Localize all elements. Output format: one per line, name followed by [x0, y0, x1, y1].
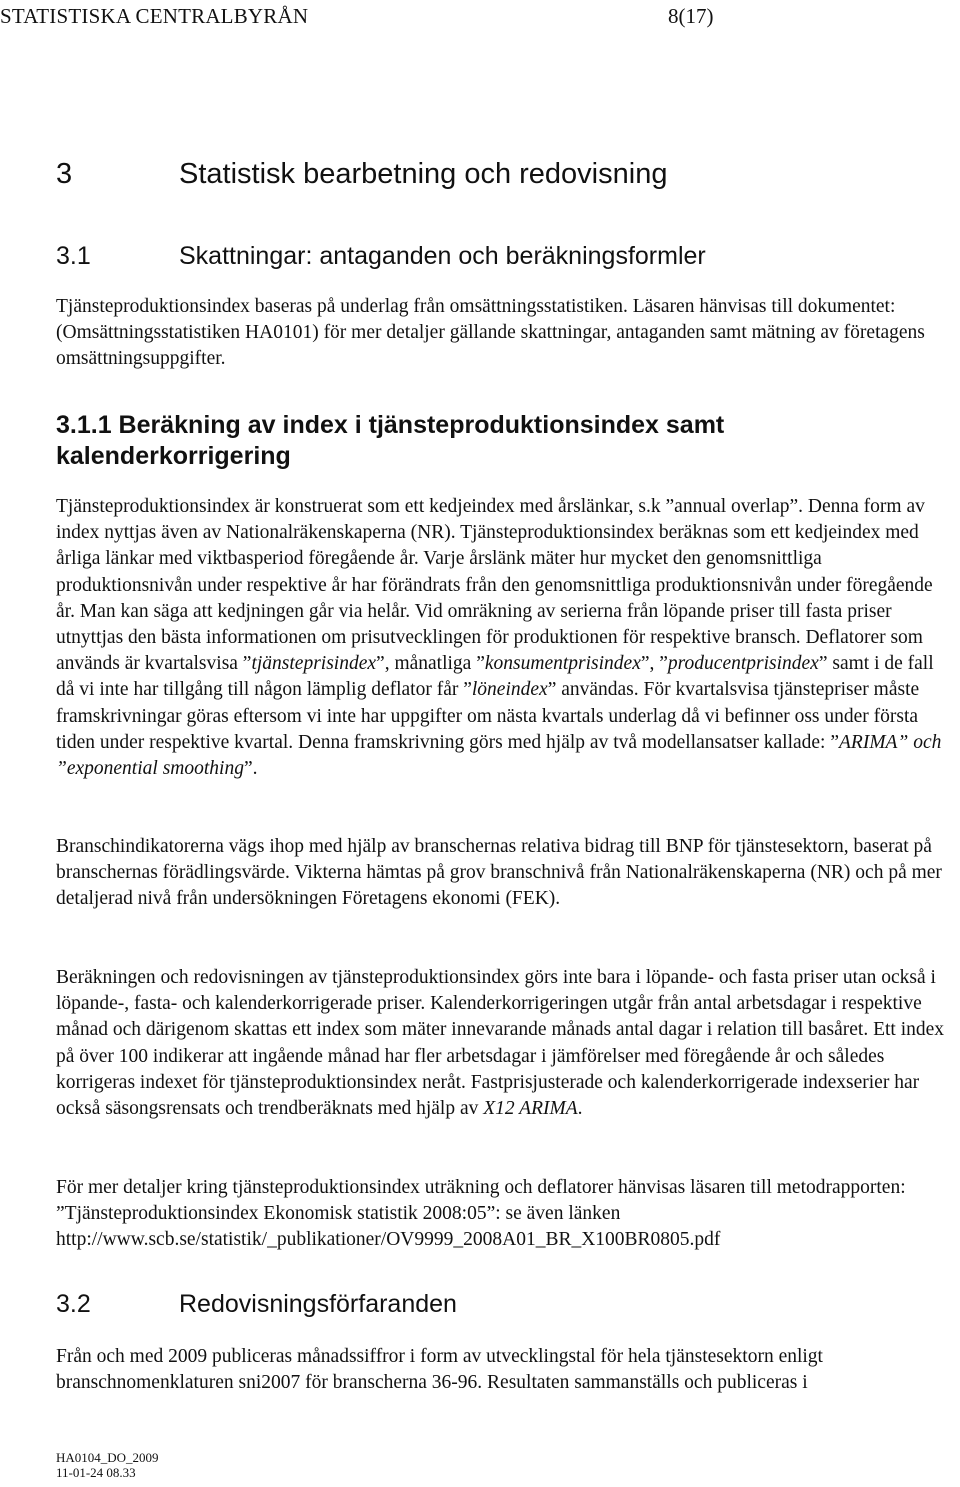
p3-text-b: . — [577, 1098, 583, 1120]
footer-timestamp: 11-01-24 08.33 — [56, 1465, 136, 1480]
footer — [56, 1450, 159, 1480]
section-3-1-number: 3.1 — [56, 242, 91, 270]
p1-text-e: ” användas. För kvartalsvisa tjänstepriser måste framskrivningar göras eftersom vi inte har uppgifter om nästa kvartals underlag då vi befinner oss under första tiden under respektive kvartal. Denna framskrivning görs med hjälp av två modellansatser kallade: ” — [56, 679, 920, 753]
p3-italic-x12-arima: X12 ARIMA — [483, 1098, 578, 1120]
p1-italic-models: ARIMA” och ”exponential smoothing — [56, 731, 942, 780]
p1-italic-tjansteprisindex: tjänsteprisindex — [251, 653, 377, 675]
p1-text-c: ”, ” — [640, 653, 668, 675]
section-3-2-heading — [0, 1290, 960, 1324]
p1-text-b: ”, månatliga ” — [376, 653, 485, 675]
footer-doc-id: HA0104_DO_2009 — [56, 1450, 159, 1465]
section-3-2-paragraph — [56, 1344, 956, 1396]
p1-text-f: ”. — [243, 758, 258, 780]
section-3-1-1-paragraph-4 — [56, 1175, 956, 1254]
section-3-number: 3 — [56, 158, 73, 190]
section-3-1-paragraph — [56, 294, 956, 373]
p3-text-a: Beräkningen och redovisningen av tjänsteproduktionsindex görs inte bara i löpande- och fasta priser utan också i löpande-, fasta- och kalenderkorrigerade priser. Kalenderkorrigeringen utgår från antal arbetsdagar i respektive månad och därigenom skattas ett index som mäter innevarande månads antal dagar i relation till basåret. Ett index på över 100 indikerar att ingående månad har fler arbetsdagar i jämförelser med föregående år och således korrigeras indexet för tjänsteproduktionsindex neråt. Fastprisjusterade och kalenderkorrigerade indexserier har också säsongsrensats och trendberäknats med hjälp av — [56, 967, 945, 1120]
p1-text-d: ” samt i de fall då vi inte har tillgång till någon lämplig deflator får ” — [56, 653, 934, 701]
p1-italic-konsumentprisindex: konsumentprisindex — [484, 653, 641, 675]
section-3-1-1-paragraph-1 — [56, 494, 956, 782]
page-number: 8(17) — [668, 4, 714, 28]
section-3-1-heading — [0, 242, 960, 276]
section-3-1-1-paragraph-3 — [56, 965, 956, 1122]
p4-text: För mer detaljer kring tjänsteproduktionsindex uträkning och deflatorer hänvisas läsaren till metodrapporten: ”Tjänsteproduktionsindex Ekonomisk statistik 2008:05”: se även länken http://www.scb.se/statistik/_publikationer/OV9999_2008A01_BR_X100BR0805.pdf — [56, 1177, 906, 1251]
section-3-1-title: Skattningar: antaganden och beräkningsformler — [179, 242, 706, 270]
section-3-2-body: Från och med 2009 publiceras månadssiffror i form av utvecklingstal för hela tjänstesektorn enligt branschnomenklaturen sni2007 för branscherna 36-96. Resultaten sammanställs och publiceras i — [56, 1346, 823, 1394]
section-3-1-1-heading: 3.1.1 Beräkning av index i tjänsteproduktionsindex samt kalenderkorrigering — [56, 411, 725, 470]
section-3-heading — [0, 158, 960, 198]
section-3-2-title: Redovisningsförfaranden — [179, 1290, 457, 1318]
p2-text: Branschindikatorerna vägs ihop med hjälp av branschernas relativa bidrag till BNP för tjänstesektorn, baserat på branschernas förädlingsvärde. Vikterna hämtas på grov branschnivå från Nationalräkenskaperna (NR) och på mer detaljerad nivå från undersökningen Företagens ekonomi (FEK). — [56, 836, 942, 910]
header-organization: STATISTISKA CENTRALBYRÅN — [0, 4, 309, 28]
section-3-title: Statistisk bearbetning och redovisning — [179, 158, 668, 190]
section-3-1-1-paragraph-2 — [56, 834, 956, 913]
section-3-2-number: 3.2 — [56, 1290, 91, 1318]
p1-italic-loneindex: löneindex — [471, 679, 548, 701]
p1-text-a: Tjänsteproduktionsindex är konstruerat som ett kedjeindex med årslänkar, s.k ”annual overlap”. Denna form av index nyttjas även av Nationalräkenskaperna (NR). Tjänsteproduktionsindex beräknas som ett kedjeindex med årliga länkar med viktbasperiod föregående år. Varje årslänk mäter hur mycket den genomsnittliga produktionsnivån under respektive år har förändrats från den genomsnittliga produktionsnivån under föregående år. Man kan säga att kedjningen går via helår. Vid omräkning av serierna från löpande priser till fasta priser utnyttjas den bästa informationen om prisutvecklingen för produktionen för respektive bransch. Deflatorer som används är kvartalsvisa ” — [56, 496, 933, 675]
p1-italic-producentprisindex: producentprisindex — [667, 653, 819, 675]
section-3-1-body: Tjänsteproduktionsindex baseras på underlag från omsättningsstatistiken. Läsaren hänvisas till dokumentet: (Omsättningsstatistiken HA0101) för mer detaljer gällande skattningar, antaganden samt mätning av företagens omsättningsuppgifter. — [56, 296, 925, 370]
